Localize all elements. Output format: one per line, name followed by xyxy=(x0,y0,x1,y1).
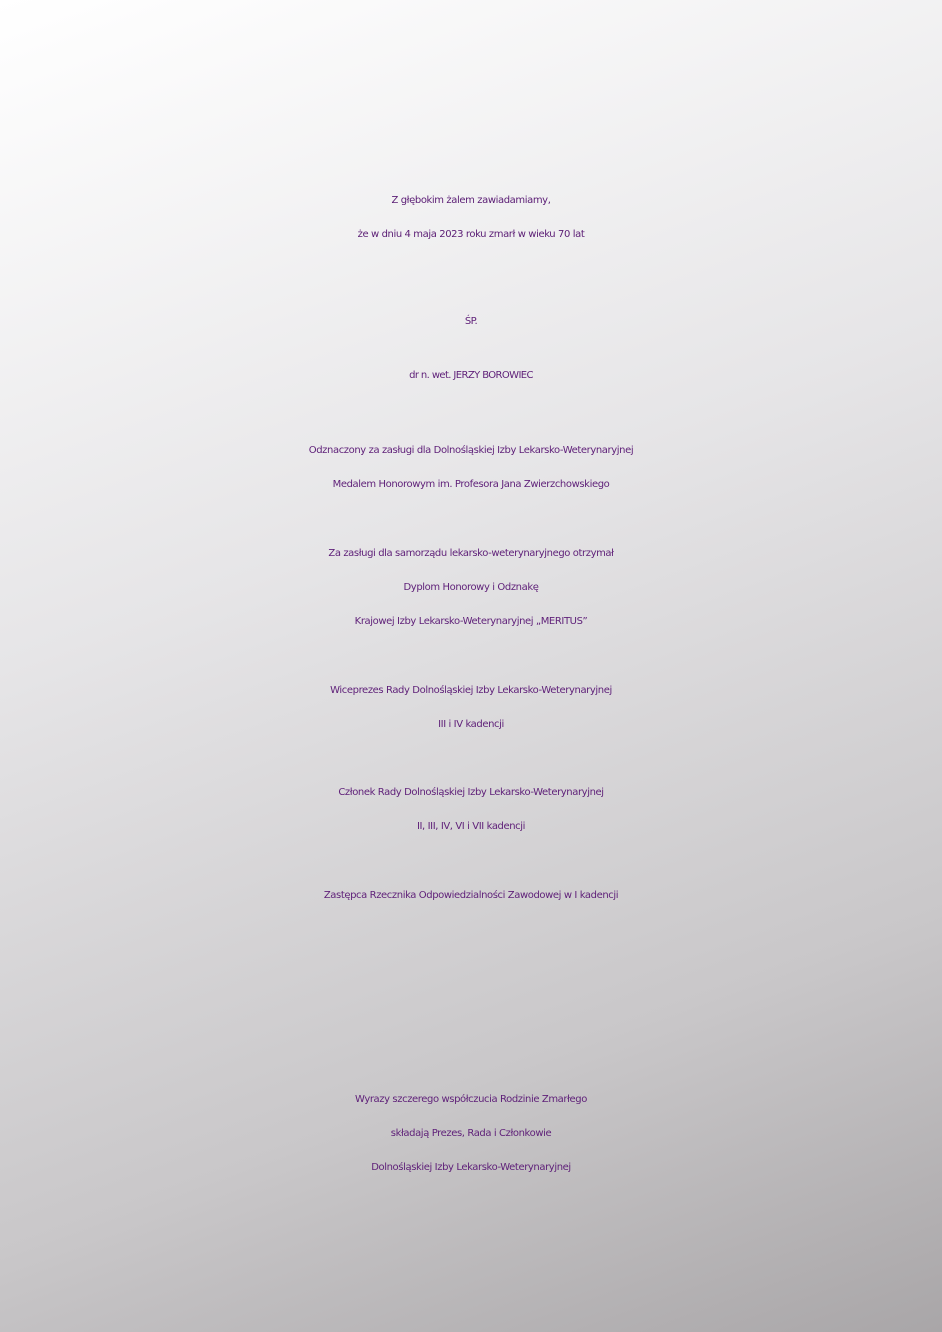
diploma-line-3: Krajowej Izby Lekarsko-Weterynaryjnej „MERITUS” xyxy=(354,616,588,627)
deputy-spokesman-line: Zastępca Rzecznika Odpowiedzialności Zawodowej w I kadencji xyxy=(323,890,619,901)
diploma-line-1: Za zasługi dla samorządu lekarsko-weterynaryjnego otrzymał xyxy=(328,548,614,559)
intro-line-2: że w dniu 4 maja 2023 roku zmarł w wieku 70 lat xyxy=(357,229,585,240)
name-prefix: ŚP. xyxy=(464,316,478,327)
council-member-line-1: Członek Rady Dolnośląskiej Izby Lekarsko-Weterynaryjnej xyxy=(338,787,604,798)
intro-line-1: Z głębokim żalem zawiadamiamy, xyxy=(391,195,551,206)
council-member-line-2: II, III, IV, VI i VII kadencji xyxy=(416,821,526,832)
vice-president-line-1: Wiceprezes Rady Dolnośląskiej Izby Lekarsko-Weterynaryjnej xyxy=(330,685,612,696)
diploma-line-2: Dyplom Honorowy i Odznakę xyxy=(403,582,539,593)
vice-president-line-2: III i IV kadencji xyxy=(438,719,504,730)
deceased-name: dr n. wet. JERZY BOROWIEC xyxy=(409,370,533,381)
medal-line-2: Medalem Honorowym im. Profesora Jana Zwierzchowskiego xyxy=(332,479,610,490)
condolences-line-2: składają Prezes, Rada i Członkowie xyxy=(390,1128,552,1139)
condolences-line-3: Dolnośląskiej Izby Lekarsko-Weterynaryjnej xyxy=(371,1162,571,1173)
medal-line-1: Odznaczony za zasługi dla Dolnośląskiej Izby Lekarsko-Weterynaryjnej xyxy=(308,445,634,456)
condolences-line-1: Wyrazy szczerego współczucia Rodzinie Zmarłego xyxy=(355,1094,587,1105)
